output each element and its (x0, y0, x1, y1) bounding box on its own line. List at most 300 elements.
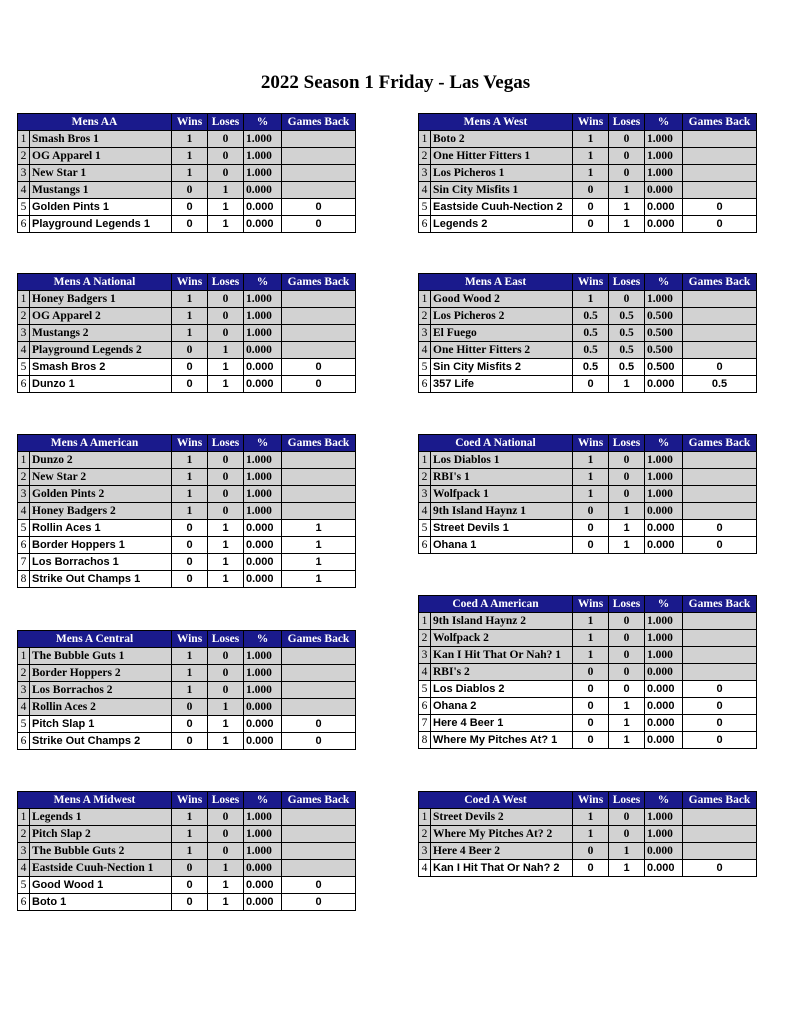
pct-cell: 1.000 (244, 131, 282, 148)
games-back-cell (282, 503, 356, 520)
games-back-cell (683, 503, 757, 520)
loses-cell: 0 (609, 809, 645, 826)
wins-cell: 1 (172, 131, 208, 148)
games-back-cell (282, 452, 356, 469)
loses-cell: 1 (208, 182, 244, 199)
loses-cell: 1 (208, 342, 244, 359)
pct-cell: 0.000 (244, 520, 282, 537)
table-row (18, 716, 356, 733)
pct-cell: 0.000 (244, 199, 282, 216)
table-row (18, 165, 356, 182)
table-row (18, 665, 356, 682)
team-name-cell: Smash Bros 2 (30, 359, 172, 376)
pct-cell: 1.000 (244, 486, 282, 503)
loses-cell: 1 (208, 359, 244, 376)
games-back-header: Games Back (282, 114, 356, 131)
pct-header: % (645, 274, 683, 291)
games-back-header: Games Back (683, 114, 757, 131)
table-row (18, 216, 356, 233)
pct-cell: 0.000 (645, 664, 683, 681)
loses-cell: 0 (208, 503, 244, 520)
team-name-cell: One Hitter Fitters 2 (431, 342, 573, 359)
rank-cell: 3 (18, 682, 30, 699)
pct-cell: 0.000 (244, 860, 282, 877)
table-row (18, 809, 356, 826)
rank-cell: 6 (18, 216, 30, 233)
team-name-cell: 357 Life (431, 376, 573, 393)
team-name-cell: Smash Bros 1 (30, 131, 172, 148)
team-name-cell: Border Hoppers 1 (30, 537, 172, 554)
loses-cell: 0 (609, 486, 645, 503)
table-row (419, 732, 757, 749)
team-name-cell: Where My Pitches At? 2 (431, 826, 573, 843)
wins-cell: 0 (172, 520, 208, 537)
pct-cell: 1.000 (244, 826, 282, 843)
pct-cell: 1.000 (645, 165, 683, 182)
pct-cell: 1.000 (645, 826, 683, 843)
games-back-header: Games Back (282, 631, 356, 648)
games-back-cell (282, 469, 356, 486)
team-name-cell: Border Hoppers 2 (30, 665, 172, 682)
games-back-cell (683, 308, 757, 325)
team-name-cell: RBI's 1 (431, 469, 573, 486)
loses-cell: 1 (208, 571, 244, 588)
pct-cell: 0.000 (645, 503, 683, 520)
games-back-cell: 0 (683, 860, 757, 877)
table-row (419, 486, 757, 503)
wins-header: Wins (172, 114, 208, 131)
loses-cell: 0 (208, 148, 244, 165)
pct-cell: 0.000 (244, 216, 282, 233)
loses-header: Loses (208, 274, 244, 291)
team-name-cell: Playground Legends 2 (30, 342, 172, 359)
wins-cell: 1 (172, 826, 208, 843)
pct-cell: 1.000 (645, 291, 683, 308)
team-name-cell: Eastside Cuuh-Nection 2 (431, 199, 573, 216)
pct-cell: 1.000 (645, 452, 683, 469)
team-name-cell: Playground Legends 1 (30, 216, 172, 233)
table-row (419, 647, 757, 664)
games-back-cell (683, 291, 757, 308)
loses-cell: 0 (609, 131, 645, 148)
table-row (419, 359, 757, 376)
wins-cell: 1 (172, 843, 208, 860)
rank-cell: 3 (419, 647, 431, 664)
table-row (18, 860, 356, 877)
team-name-cell: Kan I Hit That Or Nah? 2 (431, 860, 573, 877)
wins-cell: 1 (172, 665, 208, 682)
standings-table-mens-a-east (418, 273, 757, 393)
games-back-cell: 0 (282, 216, 356, 233)
table-row (419, 715, 757, 732)
table-row (419, 376, 757, 393)
pct-cell: 1.000 (645, 131, 683, 148)
wins-header: Wins (172, 435, 208, 452)
loses-cell: 0.5 (609, 342, 645, 359)
loses-cell: 1 (208, 894, 244, 911)
loses-cell: 1 (609, 199, 645, 216)
loses-cell: 1 (208, 733, 244, 750)
games-back-cell (282, 182, 356, 199)
loses-cell: 1 (208, 216, 244, 233)
division-name: Coed A West (419, 792, 573, 809)
games-back-cell: 0 (683, 715, 757, 732)
wins-cell: 0 (573, 520, 609, 537)
pct-cell: 0.000 (244, 877, 282, 894)
team-name-cell: Los Picheros 1 (431, 165, 573, 182)
wins-cell: 0.5 (573, 308, 609, 325)
division-name: Coed A National (419, 435, 573, 452)
loses-cell: 0 (609, 613, 645, 630)
wins-header: Wins (573, 274, 609, 291)
team-name-cell: Eastside Cuuh-Nection 1 (30, 860, 172, 877)
loses-cell: 0 (208, 165, 244, 182)
wins-cell: 0 (573, 503, 609, 520)
team-name-cell: Dunzo 1 (30, 376, 172, 393)
pct-cell: 1.000 (244, 325, 282, 342)
wins-cell: 0 (573, 715, 609, 732)
rank-cell: 6 (419, 376, 431, 393)
team-name-cell: OG Apparel 2 (30, 308, 172, 325)
team-name-cell: Wolfpack 2 (431, 630, 573, 647)
games-back-header: Games Back (683, 792, 757, 809)
team-name-cell: Ohana 1 (431, 537, 573, 554)
division-name: Coed A American (419, 596, 573, 613)
loses-cell: 0 (208, 826, 244, 843)
pct-cell: 0.500 (645, 359, 683, 376)
team-name-cell: New Star 1 (30, 165, 172, 182)
standings-table-mens-a-national (17, 273, 356, 393)
pct-cell: 0.000 (244, 182, 282, 199)
wins-cell: 1 (573, 148, 609, 165)
table-row (419, 809, 757, 826)
rank-cell: 5 (18, 716, 30, 733)
rank-cell: 4 (419, 503, 431, 520)
wins-cell: 0 (172, 182, 208, 199)
pct-cell: 0.000 (645, 376, 683, 393)
standings-table-mens-aa (17, 113, 356, 233)
wins-cell: 1 (573, 486, 609, 503)
rank-cell: 4 (419, 664, 431, 681)
wins-cell: 1 (573, 291, 609, 308)
games-back-cell (683, 486, 757, 503)
games-back-cell (282, 308, 356, 325)
table-row (18, 182, 356, 199)
loses-cell: 0 (609, 826, 645, 843)
loses-header: Loses (609, 792, 645, 809)
pct-cell: 0.000 (244, 699, 282, 716)
games-back-cell (683, 325, 757, 342)
wins-cell: 1 (573, 469, 609, 486)
table-row (18, 376, 356, 393)
pct-cell: 0.000 (244, 716, 282, 733)
loses-cell: 0 (208, 291, 244, 308)
pct-header: % (244, 114, 282, 131)
table-row (419, 520, 757, 537)
wins-cell: 0 (573, 376, 609, 393)
table-row (18, 520, 356, 537)
standings-table-coed-a-west (418, 791, 757, 877)
pct-cell: 1.000 (244, 469, 282, 486)
games-back-cell (683, 809, 757, 826)
standings-table-mens-a-midwest (17, 791, 356, 911)
rank-cell: 6 (419, 537, 431, 554)
rank-cell: 6 (18, 537, 30, 554)
rank-cell: 5 (18, 199, 30, 216)
pct-cell: 1.000 (244, 682, 282, 699)
wins-cell: 0 (573, 681, 609, 698)
rank-cell: 2 (419, 148, 431, 165)
wins-cell: 0 (172, 894, 208, 911)
table-row (419, 537, 757, 554)
loses-header: Loses (208, 435, 244, 452)
games-back-cell (282, 148, 356, 165)
rank-cell: 5 (419, 520, 431, 537)
standings-table-coed-a-american (418, 595, 757, 749)
team-name-cell: Golden Pints 2 (30, 486, 172, 503)
division-name: Mens A Central (18, 631, 172, 648)
loses-header: Loses (208, 114, 244, 131)
table-row (18, 733, 356, 750)
wins-cell: 1 (172, 325, 208, 342)
games-back-cell (282, 131, 356, 148)
rank-cell: 5 (18, 520, 30, 537)
pct-cell: 1.000 (244, 308, 282, 325)
division-name: Mens AA (18, 114, 172, 131)
team-name-cell: Where My Pitches At? 1 (431, 732, 573, 749)
wins-cell: 0 (573, 698, 609, 715)
table-header-row (18, 435, 356, 452)
pct-cell: 0.000 (244, 342, 282, 359)
table-row (18, 843, 356, 860)
pct-cell: 1.000 (645, 469, 683, 486)
loses-cell: 0.5 (609, 325, 645, 342)
loses-cell: 0 (208, 131, 244, 148)
rank-cell: 3 (419, 325, 431, 342)
rank-cell: 4 (419, 860, 431, 877)
wins-cell: 0 (573, 199, 609, 216)
division-name: Mens A American (18, 435, 172, 452)
games-back-cell: 1 (282, 520, 356, 537)
table-row (18, 148, 356, 165)
table-row (18, 131, 356, 148)
rank-cell: 5 (419, 681, 431, 698)
rank-cell: 2 (419, 308, 431, 325)
pct-cell: 1.000 (645, 630, 683, 647)
wins-cell: 1 (172, 452, 208, 469)
rank-cell: 5 (419, 359, 431, 376)
wins-cell: 0.5 (573, 325, 609, 342)
pct-cell: 0.000 (645, 216, 683, 233)
loses-cell: 1 (609, 182, 645, 199)
pct-cell: 1.000 (645, 647, 683, 664)
wins-cell: 1 (573, 165, 609, 182)
wins-cell: 1 (573, 630, 609, 647)
pct-cell: 0.000 (244, 376, 282, 393)
games-back-cell: 0 (282, 359, 356, 376)
pct-cell: 0.000 (645, 681, 683, 698)
rank-cell: 4 (18, 342, 30, 359)
table-row (18, 699, 356, 716)
games-back-header: Games Back (282, 435, 356, 452)
table-header-row (419, 792, 757, 809)
wins-cell: 1 (573, 826, 609, 843)
division-name: Mens A West (419, 114, 573, 131)
table-row (419, 826, 757, 843)
wins-cell: 0 (172, 860, 208, 877)
table-row (18, 571, 356, 588)
team-name-cell: Street Devils 1 (431, 520, 573, 537)
team-name-cell: Honey Badgers 1 (30, 291, 172, 308)
loses-cell: 0 (208, 325, 244, 342)
team-name-cell: Good Wood 1 (30, 877, 172, 894)
table-header-row (419, 596, 757, 613)
loses-cell: 0 (208, 308, 244, 325)
wins-cell: 0 (573, 216, 609, 233)
wins-cell: 1 (172, 648, 208, 665)
rank-cell: 3 (419, 486, 431, 503)
wins-cell: 0.5 (573, 359, 609, 376)
team-name-cell: Legends 2 (431, 216, 573, 233)
rank-cell: 2 (18, 665, 30, 682)
games-back-cell: 1 (282, 554, 356, 571)
table-row (18, 342, 356, 359)
team-name-cell: Mustangs 1 (30, 182, 172, 199)
table-header-row (18, 274, 356, 291)
wins-cell: 1 (172, 165, 208, 182)
loses-header: Loses (208, 631, 244, 648)
table-row (18, 554, 356, 571)
games-back-cell: 0 (282, 376, 356, 393)
pct-cell: 1.000 (645, 486, 683, 503)
team-name-cell: Rollin Aces 1 (30, 520, 172, 537)
wins-header: Wins (172, 631, 208, 648)
pct-cell: 0.000 (645, 537, 683, 554)
pct-cell: 0.000 (645, 843, 683, 860)
pct-cell: 0.000 (244, 537, 282, 554)
wins-cell: 1 (172, 291, 208, 308)
games-back-cell (683, 630, 757, 647)
games-back-cell: 0 (683, 359, 757, 376)
team-name-cell: Golden Pints 1 (30, 199, 172, 216)
wins-cell: 0 (172, 359, 208, 376)
team-name-cell: Rollin Aces 2 (30, 699, 172, 716)
table-row (419, 630, 757, 647)
loses-cell: 1 (609, 698, 645, 715)
games-back-cell (683, 469, 757, 486)
wins-cell: 0 (172, 199, 208, 216)
wins-cell: 0 (172, 342, 208, 359)
table-row (18, 894, 356, 911)
loses-cell: 0 (609, 452, 645, 469)
team-name-cell: Los Borrachos 2 (30, 682, 172, 699)
team-name-cell: Ohana 2 (431, 698, 573, 715)
pct-cell: 1.000 (244, 503, 282, 520)
rank-cell: 5 (18, 359, 30, 376)
wins-cell: 1 (573, 452, 609, 469)
team-name-cell: 9th Island Haynz 2 (431, 613, 573, 630)
games-back-cell: 0 (683, 681, 757, 698)
loses-cell: 1 (208, 520, 244, 537)
pct-cell: 1.000 (244, 148, 282, 165)
pct-cell: 1.000 (244, 452, 282, 469)
loses-cell: 0 (208, 809, 244, 826)
rank-cell: 4 (18, 182, 30, 199)
pct-cell: 0.500 (645, 325, 683, 342)
games-back-cell (683, 342, 757, 359)
wins-cell: 1 (172, 809, 208, 826)
pct-cell: 0.000 (645, 860, 683, 877)
rank-cell: 3 (18, 165, 30, 182)
rank-cell: 1 (419, 452, 431, 469)
games-back-header: Games Back (282, 274, 356, 291)
games-back-cell (683, 452, 757, 469)
rank-cell: 6 (419, 698, 431, 715)
games-back-cell (282, 826, 356, 843)
wins-cell: 1 (172, 148, 208, 165)
games-back-cell: 0.5 (683, 376, 757, 393)
games-back-cell (683, 182, 757, 199)
loses-cell: 1 (609, 503, 645, 520)
team-name-cell: Boto 2 (431, 131, 573, 148)
rank-cell: 7 (18, 554, 30, 571)
table-row (419, 698, 757, 715)
wins-cell: 0 (573, 732, 609, 749)
loses-cell: 0.5 (609, 359, 645, 376)
table-row (18, 486, 356, 503)
table-row (18, 648, 356, 665)
wins-cell: 0 (573, 537, 609, 554)
table-row (18, 452, 356, 469)
wins-cell: 1 (172, 682, 208, 699)
loses-cell: 0 (609, 291, 645, 308)
rank-cell: 3 (18, 843, 30, 860)
wins-cell: 1 (573, 613, 609, 630)
loses-cell: 0 (208, 469, 244, 486)
table-row (18, 325, 356, 342)
games-back-cell (282, 325, 356, 342)
team-name-cell: Here 4 Beer 1 (431, 715, 573, 732)
pct-cell: 1.000 (645, 809, 683, 826)
loses-cell: 1 (208, 199, 244, 216)
rank-cell: 4 (18, 699, 30, 716)
games-back-header: Games Back (683, 596, 757, 613)
table-row (419, 199, 757, 216)
rank-cell: 5 (18, 877, 30, 894)
table-row (419, 291, 757, 308)
wins-cell: 0 (573, 843, 609, 860)
pct-cell: 1.000 (645, 613, 683, 630)
loses-cell: 1 (609, 715, 645, 732)
rank-cell: 1 (419, 613, 431, 630)
rank-cell: 1 (18, 291, 30, 308)
rank-cell: 1 (18, 809, 30, 826)
table-header-row (18, 631, 356, 648)
team-name-cell: Strike Out Champs 1 (30, 571, 172, 588)
rank-cell: 1 (18, 648, 30, 665)
loses-cell: 1 (609, 860, 645, 877)
wins-header: Wins (573, 792, 609, 809)
team-name-cell: Pitch Slap 1 (30, 716, 172, 733)
games-back-cell (282, 342, 356, 359)
table-header-row (18, 792, 356, 809)
wins-cell: 1 (172, 469, 208, 486)
games-back-cell (282, 165, 356, 182)
pct-header: % (244, 631, 282, 648)
games-back-cell (683, 131, 757, 148)
rank-cell: 3 (18, 486, 30, 503)
rank-cell: 2 (419, 630, 431, 647)
